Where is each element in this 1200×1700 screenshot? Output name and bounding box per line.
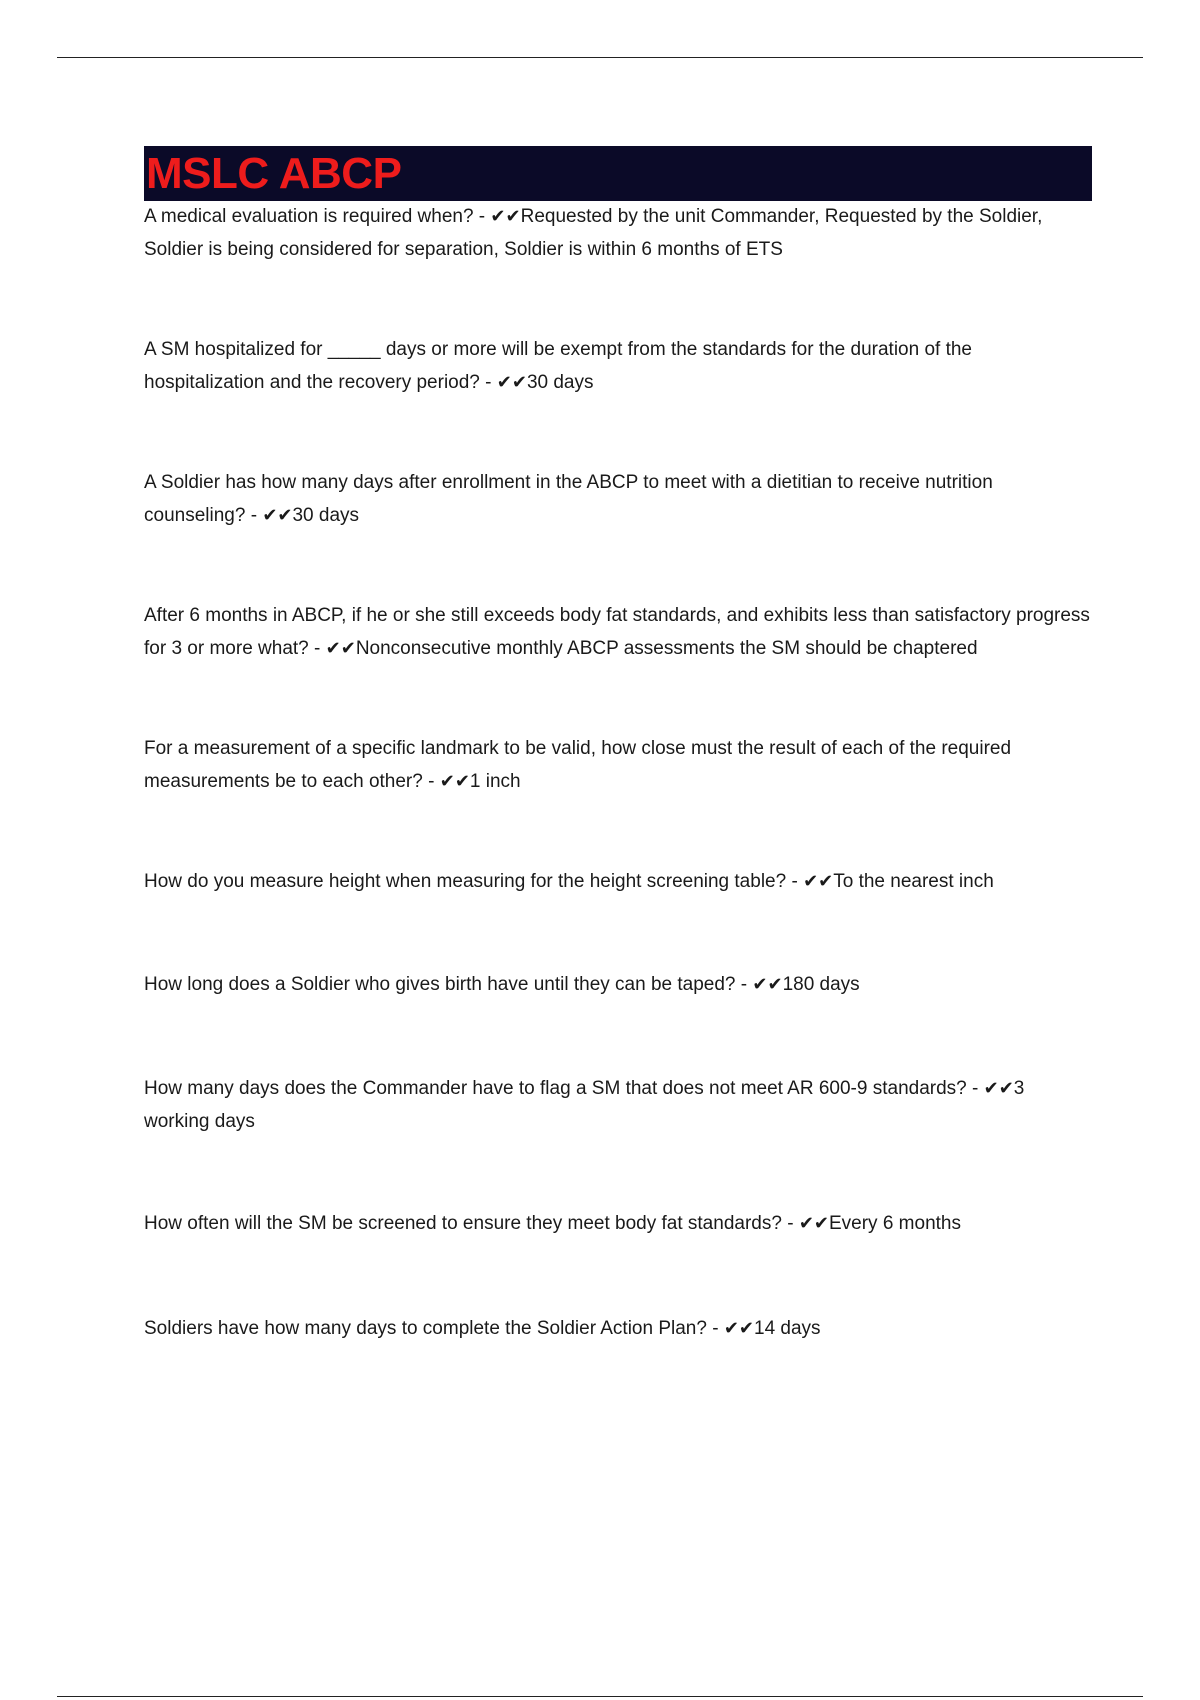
answer-text: Every 6 months	[828, 1213, 961, 1234]
double-check-icon: ✔✔	[723, 1317, 754, 1339]
separator: -	[473, 206, 491, 227]
answer-text: 30 days	[292, 504, 360, 526]
separator: -	[308, 637, 326, 659]
double-check-icon: ✔✔	[983, 1078, 1014, 1099]
double-check-icon: ✔✔	[496, 371, 527, 393]
qa-list	[144, 201, 1092, 1345]
qa-item	[144, 733, 1092, 798]
answer-text: Requested by the unit Commander, Requested by the Soldier, Soldier is being considered for separation, Soldier is within 6 months of ETS	[144, 206, 1043, 260]
qa-item	[144, 334, 1092, 399]
separator: -	[422, 770, 440, 792]
question-text: A Soldier has how many days after enrollment in the ABCP to meet with a dietitian to receive nutrition counseling?	[144, 472, 993, 526]
double-check-icon: ✔✔	[325, 637, 356, 659]
header-rule	[57, 57, 1143, 58]
separator: -	[786, 871, 804, 892]
double-check-icon: ✔✔	[798, 1213, 829, 1234]
answer-text: 3 working days	[144, 1078, 1025, 1132]
question-text: How do you measure height when measuring for the height screening table?	[144, 871, 787, 892]
question-text: Soldiers have how many days to complete the Soldier Action Plan?	[144, 1317, 707, 1339]
question-text: A SM hospitalized for _____ days or more will be exempt from the standards for the duration of the hospitalization and the recovery period?	[144, 339, 972, 393]
answer-text: 30 days	[526, 371, 594, 393]
answer-text: Nonconsecutive monthly ABCP assessments the SM should be chaptered	[355, 637, 978, 659]
qa-item	[144, 1073, 1092, 1138]
separator: -	[781, 1213, 799, 1234]
question-text: How many days does the Commander have to flag a SM that does not meet AR 600-9 standards?	[144, 1078, 967, 1099]
qa-item	[144, 969, 1092, 1002]
separator: -	[735, 973, 753, 995]
double-check-icon: ✔✔	[752, 973, 783, 995]
separator: -	[479, 371, 497, 393]
footer-rule	[57, 1696, 1143, 1697]
qa-item	[144, 866, 1092, 899]
question-text: How long does a Soldier who gives birth have until they can be taped?	[144, 973, 736, 995]
qa-item	[144, 1208, 1092, 1241]
double-check-icon: ✔✔	[803, 871, 834, 892]
separator: -	[706, 1317, 724, 1339]
question-text: How often will the SM be screened to ensure they meet body fat standards?	[144, 1213, 782, 1234]
double-check-icon: ✔✔	[262, 504, 293, 526]
qa-item	[144, 600, 1092, 665]
document-title: MSLC ABCP	[146, 148, 402, 198]
answer-text: To the nearest inch	[833, 871, 994, 892]
answer-text: 1 inch	[469, 770, 521, 792]
document-body	[144, 146, 1092, 1345]
qa-item	[144, 1313, 1092, 1346]
answer-text: 14 days	[754, 1317, 821, 1339]
question-text: A medical evaluation is required when?	[144, 206, 474, 227]
question-text: After 6 months in ABCP, if he or she still exceeds body fat standards, and exhibits less than satisfactory progress for 3 or more what?	[144, 605, 1090, 659]
separator: -	[245, 504, 263, 526]
separator: -	[966, 1078, 984, 1099]
title-banner	[144, 146, 1092, 201]
answer-text: 180 days	[782, 973, 860, 995]
qa-item	[144, 467, 1092, 532]
double-check-icon: ✔✔	[490, 206, 521, 227]
qa-item	[144, 201, 1092, 266]
double-check-icon: ✔✔	[439, 770, 470, 792]
question-text: For a measurement of a specific landmark to be valid, how close must the result of each of the required measurements be to each other?	[144, 738, 1012, 792]
